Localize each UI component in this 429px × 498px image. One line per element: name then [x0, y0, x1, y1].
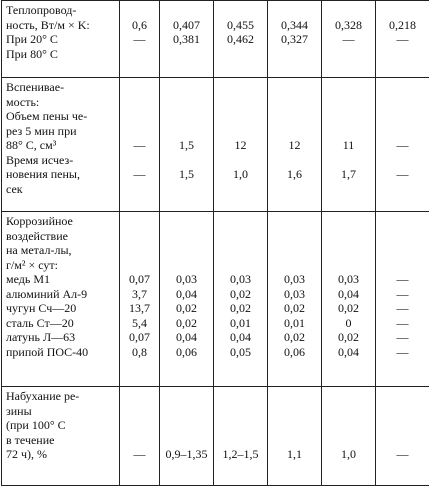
value: 0,02	[230, 301, 251, 315]
label-line: латунь Л—63	[6, 330, 76, 344]
value: 0,02	[338, 301, 359, 315]
value: —	[396, 344, 409, 359]
value: 0,05	[230, 344, 251, 359]
value: 1,5	[179, 138, 194, 152]
value-cell	[214, 387, 268, 486]
value: 0,381	[173, 32, 200, 46]
value-cell	[376, 78, 429, 212]
value: —	[396, 286, 409, 301]
value-cell	[268, 1, 322, 78]
value: 0,03	[284, 272, 305, 286]
value: 13,7	[129, 301, 150, 315]
corrosion-row	[2, 212, 429, 387]
value: —	[133, 32, 146, 46]
value: 1,0	[233, 167, 248, 181]
label-line: При 80° С	[6, 46, 58, 61]
value: 0,8	[132, 344, 147, 359]
label-line: сталь Ст—20	[6, 315, 74, 330]
label-line: При 20° С	[6, 32, 58, 46]
value: 0,344	[281, 17, 308, 32]
value: —	[133, 167, 146, 181]
value: 0,02	[176, 315, 197, 330]
foaming-row	[2, 78, 429, 212]
value: 0,04	[176, 286, 197, 301]
value: 0,03	[230, 272, 251, 286]
value: 0,02	[176, 301, 197, 315]
value: 1,1	[287, 447, 302, 461]
value-cell	[322, 78, 376, 212]
label-line: воздействие	[6, 228, 68, 243]
value: —	[133, 447, 146, 461]
label-line: ность, Вт/м × K:	[6, 17, 90, 32]
label-line: Время исчез-	[6, 152, 74, 167]
label-line: (при 100° С	[6, 418, 66, 432]
value-cell	[376, 1, 429, 78]
value: 0,455	[227, 17, 254, 32]
value: 0,06	[176, 344, 197, 359]
value: 0,03	[176, 272, 197, 286]
corrosion-label	[2, 212, 120, 387]
value: 0,407	[173, 17, 200, 32]
value: 1,2–1,5	[222, 447, 259, 461]
value-cell	[268, 387, 322, 486]
value: —	[133, 138, 146, 152]
value-cell	[268, 212, 322, 387]
value: 0,218	[389, 17, 416, 32]
value: 0,07	[129, 330, 150, 344]
value-cell	[160, 212, 214, 387]
value: —	[396, 167, 409, 181]
value-cell	[214, 212, 268, 387]
value-cell	[376, 387, 429, 486]
thermal-conductivity-label	[2, 1, 120, 78]
value: 0,04	[230, 330, 251, 344]
label-line: мость:	[6, 94, 40, 109]
label-line: Теплопровод-	[6, 3, 77, 17]
value: —	[396, 272, 409, 286]
label-line: алюминий Ал-9	[6, 286, 88, 301]
label-line: сек	[6, 181, 23, 196]
label-line: чугун Сч—20	[6, 301, 77, 315]
value: 1,5	[179, 167, 194, 181]
label-line: рез 5 мин при	[6, 123, 77, 138]
value: 0,6	[132, 17, 147, 32]
value-cell	[322, 1, 376, 78]
label-line: на метал-лы,	[6, 243, 72, 257]
value: 0,02	[230, 286, 251, 301]
value: 0,462	[227, 32, 254, 46]
value: —	[396, 447, 409, 461]
value-cell	[214, 78, 268, 212]
value: 0,04	[338, 344, 359, 359]
label-line: Набухание ре-	[6, 389, 80, 403]
value: 0,327	[281, 32, 308, 46]
value: 0,02	[284, 301, 305, 315]
value: 0,328	[335, 17, 362, 32]
value: —	[342, 32, 355, 46]
value-cell	[214, 1, 268, 78]
value-cell	[120, 212, 160, 387]
value: 5,4	[132, 315, 147, 330]
value: 11	[342, 138, 355, 152]
value: 0,04	[176, 330, 197, 344]
value-cell	[160, 78, 214, 212]
value: 12	[288, 138, 301, 152]
value: 0,02	[338, 330, 359, 344]
value-cell	[160, 1, 214, 78]
value: 0,03	[284, 286, 305, 301]
label-line: 72 ч), %	[6, 447, 48, 461]
label-line: 88° С, см³	[6, 138, 57, 152]
value: 3,7	[132, 286, 147, 301]
label-line: зины	[6, 403, 32, 418]
label-line: г/м² × сут:	[6, 257, 58, 272]
value-cell	[120, 1, 160, 78]
value: 1,0	[341, 447, 356, 461]
value-cell	[268, 78, 322, 212]
label-line: в течение	[6, 432, 55, 447]
value-cell	[160, 387, 214, 486]
value: 0,04	[338, 286, 359, 301]
label-line: новения пены,	[6, 167, 80, 181]
value-cell	[322, 212, 376, 387]
label-line: Коррозийное	[6, 214, 73, 228]
value-cell	[120, 78, 160, 212]
thermal-conductivity-row	[2, 1, 429, 78]
label-line: Объем пены че-	[6, 109, 88, 123]
value: 0,01	[284, 315, 305, 330]
rubber-swelling-label	[2, 387, 120, 486]
label-line: Вспенивае-	[6, 80, 65, 94]
label-line: медь М1	[6, 272, 51, 286]
value: —	[396, 32, 409, 46]
value: 0,02	[284, 330, 305, 344]
value: 12	[234, 138, 247, 152]
value: 0,06	[284, 344, 305, 359]
foaming-label	[2, 78, 120, 212]
value: —	[396, 315, 409, 330]
rubber-swelling-row	[2, 387, 429, 486]
label-line: припой ПОС-40	[6, 344, 89, 359]
value: 0,03	[338, 272, 359, 286]
value: 1,7	[341, 167, 356, 181]
value: —	[396, 138, 409, 152]
properties-table	[1, 0, 429, 486]
value: 0	[345, 315, 352, 330]
value: —	[396, 330, 409, 344]
value-cell	[376, 212, 429, 387]
value-cell	[322, 387, 376, 486]
value-cell	[120, 387, 160, 486]
value: 1,6	[287, 167, 302, 181]
value: —	[396, 301, 409, 315]
value: 0,9–1,35	[165, 447, 208, 461]
value: 0,07	[129, 272, 150, 286]
value: 0,01	[230, 315, 251, 330]
